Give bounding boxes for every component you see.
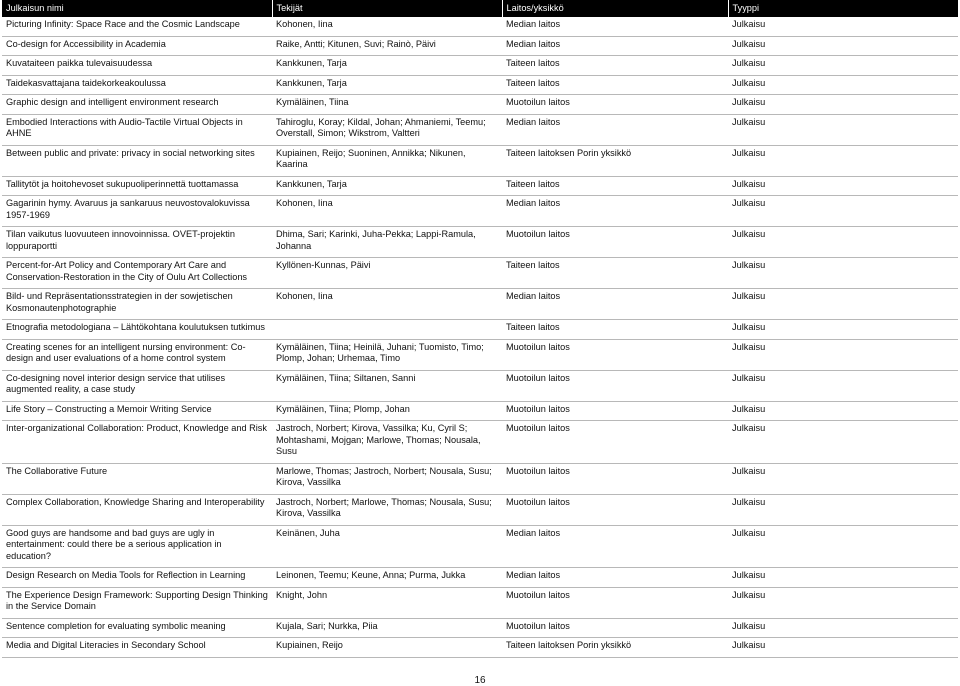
cell-authors: Keinänen, Juha xyxy=(272,525,502,568)
cell-type: Julkaisu xyxy=(728,339,958,370)
cell-type: Julkaisu xyxy=(728,320,958,340)
cell-type: Julkaisu xyxy=(728,227,958,258)
cell-title: Graphic design and intelligent environment research xyxy=(2,95,272,115)
cell-authors: Leinonen, Teemu; Keune, Anna; Purma, Jukka xyxy=(272,568,502,588)
table-header xyxy=(2,0,958,17)
cell-authors: Kujala, Sari; Nurkka, Piia xyxy=(272,618,502,638)
table-row xyxy=(2,258,958,289)
table-row xyxy=(2,401,958,421)
cell-title: The Collaborative Future xyxy=(2,463,272,494)
table-row xyxy=(2,145,958,176)
cell-type: Julkaisu xyxy=(728,196,958,227)
cell-department: Taiteen laitoksen Porin yksikkö xyxy=(502,145,728,176)
cell-department: Taiteen laitoksen Porin yksikkö xyxy=(502,638,728,658)
column-header-title: Julkaisun nimi xyxy=(2,0,272,17)
cell-type: Julkaisu xyxy=(728,258,958,289)
cell-title: Kuvataiteen paikka tulevaisuudessa xyxy=(2,56,272,76)
cell-department: Muotoilun laitos xyxy=(502,339,728,370)
cell-department: Median laitos xyxy=(502,196,728,227)
table-row xyxy=(2,568,958,588)
cell-authors: Knight, John xyxy=(272,587,502,618)
cell-title: Tilan vaikutus luovuuteen innovoinnissa. OVET-projektin loppuraportti xyxy=(2,227,272,258)
cell-authors: Kyllönen-Kunnas, Päivi xyxy=(272,258,502,289)
cell-department: Muotoilun laitos xyxy=(502,95,728,115)
cell-title: The Experience Design Framework: Supporting Design Thinking in the Service Domain xyxy=(2,587,272,618)
column-header-type: Tyyppi xyxy=(728,0,958,17)
cell-department: Muotoilun laitos xyxy=(502,494,728,525)
cell-department: Muotoilun laitos xyxy=(502,401,728,421)
table-body xyxy=(2,17,958,657)
cell-type: Julkaisu xyxy=(728,463,958,494)
cell-authors: Jastroch, Norbert; Marlowe, Thomas; Nousala, Susu; Kirova, Vassilka xyxy=(272,494,502,525)
cell-type: Julkaisu xyxy=(728,289,958,320)
cell-department: Taiteen laitos xyxy=(502,176,728,196)
cell-department: Median laitos xyxy=(502,114,728,145)
cell-title: Between public and private: privacy in social networking sites xyxy=(2,145,272,176)
cell-title: Co-design for Accessibility in Academia xyxy=(2,36,272,56)
cell-type: Julkaisu xyxy=(728,587,958,618)
cell-title: Design Research on Media Tools for Reflection in Learning xyxy=(2,568,272,588)
cell-authors: Kymäläinen, Tiina; Heinilä, Juhani; Tuomisto, Timo; Plomp, Johan; Urhemaa, Timo xyxy=(272,339,502,370)
cell-department: Taiteen laitos xyxy=(502,75,728,95)
table-row xyxy=(2,36,958,56)
cell-title: Tallitytöt ja hoitohevoset sukupuoliperinnettä tuottamassa xyxy=(2,176,272,196)
table-row xyxy=(2,75,958,95)
cell-department: Muotoilun laitos xyxy=(502,421,728,464)
table-row xyxy=(2,320,958,340)
table-row xyxy=(2,587,958,618)
cell-type: Julkaisu xyxy=(728,638,958,658)
cell-type: Julkaisu xyxy=(728,525,958,568)
column-header-authors: Tekijät xyxy=(272,0,502,17)
cell-type: Julkaisu xyxy=(728,114,958,145)
cell-department: Muotoilun laitos xyxy=(502,587,728,618)
cell-department: Median laitos xyxy=(502,17,728,36)
cell-authors: Kohonen, Iina xyxy=(272,196,502,227)
table-row xyxy=(2,56,958,76)
table-row xyxy=(2,196,958,227)
cell-authors: Kohonen, Iina xyxy=(272,17,502,36)
cell-type: Julkaisu xyxy=(728,618,958,638)
table-row xyxy=(2,339,958,370)
cell-authors: Kankkunen, Tarja xyxy=(272,56,502,76)
cell-department: Taiteen laitos xyxy=(502,320,728,340)
publication-table xyxy=(2,0,958,658)
cell-authors: Kupiainen, Reijo xyxy=(272,638,502,658)
cell-type: Julkaisu xyxy=(728,176,958,196)
cell-title: Percent-for-Art Policy and Contemporary Art Care and Conservation-Restoration in the City of Oulu Art Collections xyxy=(2,258,272,289)
cell-title: Media and Digital Literacies in Secondary School xyxy=(2,638,272,658)
table-row xyxy=(2,525,958,568)
cell-department: Taiteen laitos xyxy=(502,56,728,76)
cell-department: Taiteen laitos xyxy=(502,258,728,289)
cell-authors: Kymäläinen, Tiina xyxy=(272,95,502,115)
cell-authors: Kankkunen, Tarja xyxy=(272,176,502,196)
cell-type: Julkaisu xyxy=(728,95,958,115)
cell-type: Julkaisu xyxy=(728,568,958,588)
cell-authors: Tahiroglu, Koray; Kildal, Johan; Ahmaniemi, Teemu; Overstall, Simon; Wikstrom, Valtteri xyxy=(272,114,502,145)
table-row xyxy=(2,114,958,145)
cell-department: Median laitos xyxy=(502,568,728,588)
cell-authors: Kymäläinen, Tiina; Siltanen, Sanni xyxy=(272,370,502,401)
cell-authors: Kupiainen, Reijo; Suoninen, Annikka; Nikunen, Kaarina xyxy=(272,145,502,176)
cell-type: Julkaisu xyxy=(728,145,958,176)
cell-type: Julkaisu xyxy=(728,56,958,76)
table-row xyxy=(2,95,958,115)
table-row xyxy=(2,227,958,258)
cell-authors: Kankkunen, Tarja xyxy=(272,75,502,95)
page-number: 16 xyxy=(474,675,486,686)
table-row xyxy=(2,17,958,36)
cell-type: Julkaisu xyxy=(728,36,958,56)
column-header-department: Laitos/yksikkö xyxy=(502,0,728,17)
cell-type: Julkaisu xyxy=(728,75,958,95)
cell-department: Muotoilun laitos xyxy=(502,618,728,638)
cell-title: Life Story – Constructing a Memoir Writing Service xyxy=(2,401,272,421)
table-row xyxy=(2,494,958,525)
table-row xyxy=(2,289,958,320)
cell-title: Embodied Interactions with Audio-Tactile Virtual Objects in AHNE xyxy=(2,114,272,145)
cell-title: Complex Collaboration, Knowledge Sharing and Interoperability xyxy=(2,494,272,525)
cell-type: Julkaisu xyxy=(728,17,958,36)
cell-title: Sentence completion for evaluating symbolic meaning xyxy=(2,618,272,638)
cell-authors: Marlowe, Thomas; Jastroch, Norbert; Nousala, Susu; Kirova, Vassilka xyxy=(272,463,502,494)
cell-department: Median laitos xyxy=(502,36,728,56)
cell-type: Julkaisu xyxy=(728,421,958,464)
cell-title: Inter-organizational Collaboration: Product, Knowledge and Risk xyxy=(2,421,272,464)
cell-title: Gagarinin hymy. Avaruus ja sankaruus neuvostovalokuvissa 1957-1969 xyxy=(2,196,272,227)
cell-title: Picturing Infinity: Space Race and the Cosmic Landscape xyxy=(2,17,272,36)
cell-title: Co-designing novel interior design service that utilises augmented reality, a case study xyxy=(2,370,272,401)
cell-authors: Dhima, Sari; Karinki, Juha-Pekka; Lappi-Ramula, Johanna xyxy=(272,227,502,258)
table-row xyxy=(2,618,958,638)
cell-type: Julkaisu xyxy=(728,494,958,525)
cell-title: Taidekasvattajana taidekorkeakoulussa xyxy=(2,75,272,95)
cell-type: Julkaisu xyxy=(728,370,958,401)
cell-department: Muotoilun laitos xyxy=(502,227,728,258)
cell-authors xyxy=(272,320,502,340)
table-row xyxy=(2,176,958,196)
cell-department: Median laitos xyxy=(502,525,728,568)
cell-title: Creating scenes for an intelligent nursing environment: Co-design and user evaluations of a home control system xyxy=(2,339,272,370)
table-row xyxy=(2,421,958,464)
table-row xyxy=(2,638,958,658)
table-row xyxy=(2,463,958,494)
cell-authors: Jastroch, Norbert; Kirova, Vassilka; Ku, Cyril S; Mohtashami, Mojgan; Marlowe, Thomas; Nousala, Susu xyxy=(272,421,502,464)
cell-authors: Kymäläinen, Tiina; Plomp, Johan xyxy=(272,401,502,421)
cell-authors: Raike, Antti; Kitunen, Suvi; Rainò, Päivi xyxy=(272,36,502,56)
header-row xyxy=(2,0,958,17)
cell-department: Muotoilun laitos xyxy=(502,463,728,494)
cell-authors: Kohonen, Iina xyxy=(272,289,502,320)
cell-title: Bild- und Repräsentationsstrategien in der sowjetischen Kosmonautenphotographie xyxy=(2,289,272,320)
cell-department: Median laitos xyxy=(502,289,728,320)
cell-department: Muotoilun laitos xyxy=(502,370,728,401)
cell-title: Etnografia metodologiana – Lähtökohtana koulutuksen tutkimus xyxy=(2,320,272,340)
table-row xyxy=(2,370,958,401)
cell-type: Julkaisu xyxy=(728,401,958,421)
cell-title: Good guys are handsome and bad guys are ugly in entertainment: could there be a serious application in education? xyxy=(2,525,272,568)
